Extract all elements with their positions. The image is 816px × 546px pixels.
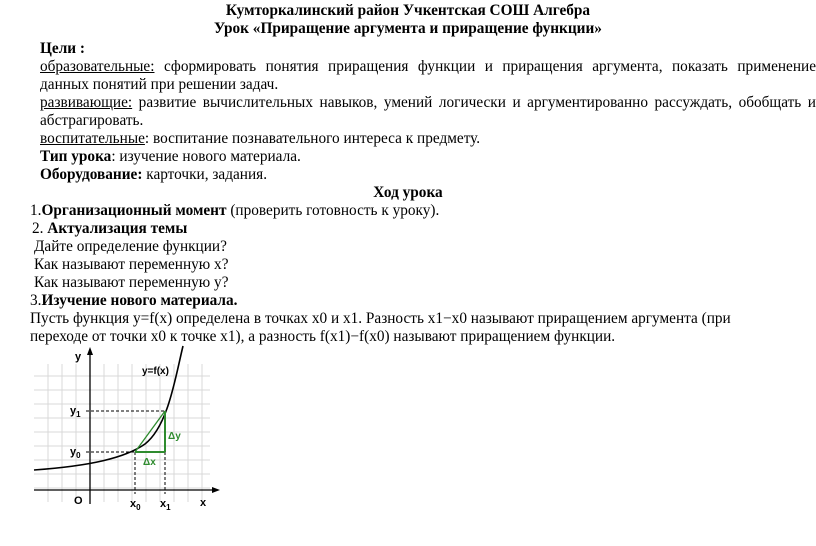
- x-axis-label: x: [200, 497, 207, 509]
- y1-main: y: [70, 405, 77, 417]
- step-1: [30, 202, 439, 220]
- goal-upbringing-text: : воспитание познавательного интереса к предмету.: [144, 130, 481, 147]
- equipment: [40, 166, 267, 184]
- course-heading: Ход урока: [373, 184, 443, 201]
- origin-label: O: [74, 495, 83, 507]
- goal-educational-label: образовательные:: [40, 58, 155, 75]
- lesson-type: [40, 148, 301, 166]
- y1-subscript: 1: [76, 410, 81, 419]
- lesson-title: Урок «Приращение аргумента и приращение функции»: [214, 20, 602, 37]
- y0-subscript: 0: [76, 451, 81, 460]
- equipment-text: карточки, задания.: [142, 166, 268, 183]
- y0-main: y: [70, 446, 77, 458]
- goal-educational: [40, 58, 816, 76]
- x0-subscript: 0: [136, 503, 141, 512]
- paragraph-line-1: Пусть функция y=f(x) определена в точках x0 и x1. Разность x1−x0 называют приращением аргумента (при: [30, 310, 731, 327]
- x0-label: [130, 498, 141, 512]
- goal-developmental: [40, 94, 816, 112]
- goal-upbringing-label: воспитательные: [40, 130, 145, 147]
- question-3: Как называют переменную y?: [34, 274, 229, 291]
- y-axis-arrow: [87, 347, 93, 355]
- goals-heading: Цели :: [40, 40, 86, 57]
- school-title: Кумторкалинский район Учкентская СОШ Алгебра: [225, 2, 591, 19]
- lesson-type-label: Тип урока: [40, 148, 112, 165]
- grid: [34, 364, 210, 502]
- x1-subscript: 1: [166, 503, 171, 512]
- goal-educational-cont: данных понятий при решении задач.: [40, 76, 279, 93]
- question-2: Как называют переменную x?: [34, 256, 229, 273]
- delta-y-label: Δy: [168, 431, 181, 442]
- step-2-title: Актуализация темы: [47, 220, 188, 237]
- lesson-type-text: : изучение нового материала.: [111, 148, 301, 165]
- goal-developmental-text: развитие вычислительных навыков, умений логически и аргументированно рассуждать, обобщать и: [132, 94, 816, 111]
- goal-developmental-label: развивающие:: [40, 94, 133, 111]
- x1-label: [160, 498, 171, 512]
- step-1-text: (проверить готовность к уроку).: [226, 202, 440, 219]
- step-3-title: Изучение нового материала.: [41, 292, 238, 309]
- goal-educational-text: сформировать понятия приращения функции и приращения аргумента, показать применение: [154, 58, 816, 75]
- goal-upbringing: [40, 130, 480, 148]
- question-1: Дайте определение функции?: [34, 238, 227, 255]
- y0-label: [70, 446, 81, 460]
- function-label: y=f(x): [142, 366, 169, 377]
- x0-main: x: [130, 498, 137, 510]
- equipment-label: Оборудование:: [40, 166, 143, 183]
- paragraph-line-2: переходе от точки x0 к точке x1), а разность f(x1)−f(x0) называют приращением функции.: [30, 328, 616, 345]
- goal-developmental-cont: абстрагировать.: [40, 112, 144, 129]
- y-axis-label: y: [75, 351, 82, 363]
- x1-main: x: [160, 498, 167, 510]
- delta-x-label: Δx: [143, 457, 156, 468]
- y1-label: [70, 405, 81, 419]
- step-2: [32, 220, 187, 238]
- step-1-title: Организационный момент: [41, 202, 227, 219]
- step-3-num: 3.: [30, 292, 42, 309]
- increment-graph: [30, 344, 225, 544]
- x-axis-arrow: [212, 487, 220, 493]
- step-3: [30, 292, 237, 310]
- step-2-num: 2.: [32, 220, 48, 237]
- step-1-num: 1.: [30, 202, 42, 219]
